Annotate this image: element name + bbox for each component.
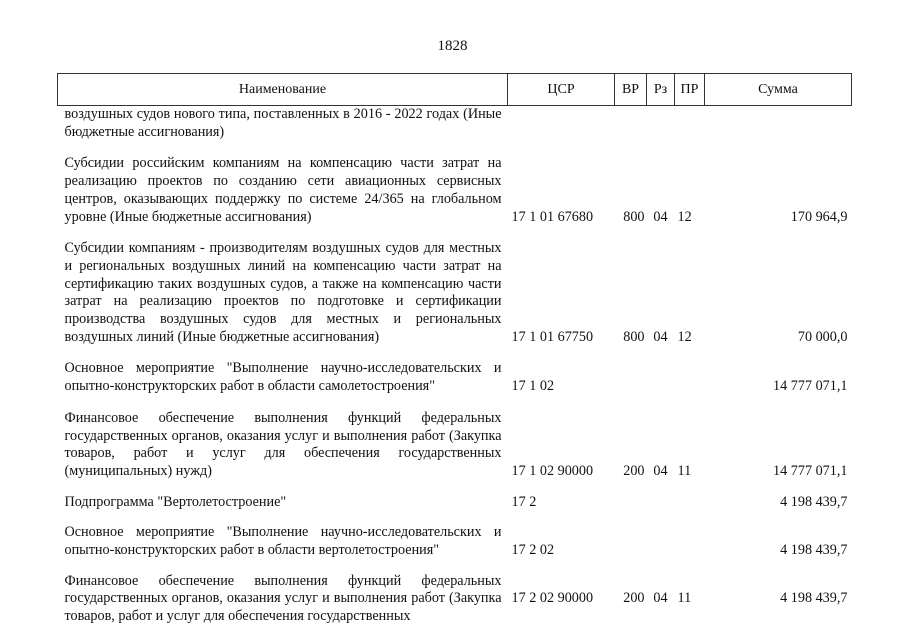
row-pr: 11 — [677, 590, 692, 607]
column-header-pr: ПР — [675, 74, 705, 106]
row-vr: 800 — [623, 208, 645, 225]
row-csr: 17 1 01 67750 — [511, 328, 594, 345]
table-row — [58, 494, 852, 512]
row-sum — [705, 106, 852, 142]
budget-table — [57, 73, 852, 626]
table-row — [58, 360, 852, 395]
column-header-name: Наименование — [58, 74, 508, 106]
row-pr — [675, 494, 705, 512]
row-pr: 12 — [677, 328, 692, 345]
row-pr — [675, 360, 705, 395]
table-row — [58, 524, 852, 559]
row-rz: 04 — [653, 462, 668, 479]
row-csr: 17 2 02 — [511, 542, 555, 559]
row-csr — [508, 106, 615, 142]
row-rz — [647, 494, 675, 512]
column-header-sum: Сумма — [705, 74, 852, 106]
row-name: Основное мероприятие "Выполнение научно-исследовательских и опытно-конструкторских работ в области самолетостроения" — [64, 360, 502, 395]
column-header-vr: ВР — [615, 74, 647, 106]
row-rz — [647, 524, 675, 559]
page-number: 1828 — [437, 38, 468, 54]
row-vr — [615, 524, 647, 559]
table-header — [58, 74, 852, 106]
row-pr — [675, 106, 705, 142]
row-rz: 04 — [653, 208, 668, 225]
row-sum: 14 777 071,1 — [773, 462, 848, 479]
row-name: воздушных судов нового типа, поставленных в 2016 - 2022 годах (Иные бюджетные ассигнования) — [64, 106, 502, 140]
row-rz: 04 — [653, 590, 668, 607]
row-csr: 17 2 — [511, 493, 537, 510]
row-name: Подпрограмма "Вертолетостроение" — [64, 493, 287, 510]
row-csr: 17 1 02 90000 — [511, 462, 594, 479]
row-vr: 800 — [623, 328, 645, 345]
row-vr: 200 — [623, 590, 645, 607]
row-vr — [615, 360, 647, 395]
table-body — [58, 106, 852, 626]
row-vr — [615, 106, 647, 142]
table-row — [58, 573, 852, 626]
row-name: Финансовое обеспечение выполнения функций федеральных государственных органов, оказания услуг и выполнения работ (Закупка товаров, работ и услуг для обеспечения государственных (муниципальных) нужд) — [64, 409, 502, 479]
row-sum: 4 198 439,7 — [780, 542, 848, 559]
table-row — [58, 106, 852, 142]
row-rz — [647, 106, 675, 142]
column-header-csr: ЦСР — [508, 74, 615, 106]
row-name: Субсидии российским компаниям на компенсацию части затрат на реализацию проектов по созданию сети авиационных сервисных центров, оказывающих поддержку по системе 24/365 на глобальном уровне (Иные бюджетные ассигнования) — [64, 155, 502, 225]
row-vr — [615, 494, 647, 512]
row-pr: 11 — [677, 462, 692, 479]
row-name: Финансовое обеспечение выполнения функций федеральных государственных органов, оказания услуг и выполнения работ (Закупка товаров, работ и услуг для обеспечения государственных — [64, 572, 502, 625]
row-sum: 4 198 439,7 — [780, 590, 848, 607]
row-csr: 17 1 02 — [511, 378, 555, 395]
row-sum: 4 198 439,7 — [780, 493, 848, 510]
row-csr: 17 2 02 90000 — [511, 590, 594, 607]
row-rz — [647, 360, 675, 395]
table-row — [58, 155, 852, 226]
row-name: Основное мероприятие "Выполнение научно-исследовательских и опытно-конструкторских работ в области вертолетостроения" — [64, 524, 502, 559]
row-sum: 14 777 071,1 — [773, 378, 848, 395]
table-row — [58, 410, 852, 481]
row-csr: 17 1 01 67680 — [511, 208, 594, 225]
row-name: Субсидии компаниям - производителям воздушных судов для местных и региональных воздушных линий на компенсацию части затрат на сертификацию таких воздушных судов, а также на компенсацию части затрат на реализацию проектов по подготовке и сертификации производства воздушных судов для местных и региональных воздушных линий (Иные бюджетные ассигнования) — [64, 240, 502, 345]
column-header-rz: Рз — [647, 74, 675, 106]
row-pr: 12 — [677, 208, 692, 225]
row-pr — [675, 524, 705, 559]
row-sum: 70 000,0 — [797, 328, 848, 345]
row-sum: 170 964,9 — [790, 208, 848, 225]
row-rz: 04 — [653, 328, 668, 345]
table-row — [58, 240, 852, 346]
row-vr: 200 — [623, 462, 645, 479]
